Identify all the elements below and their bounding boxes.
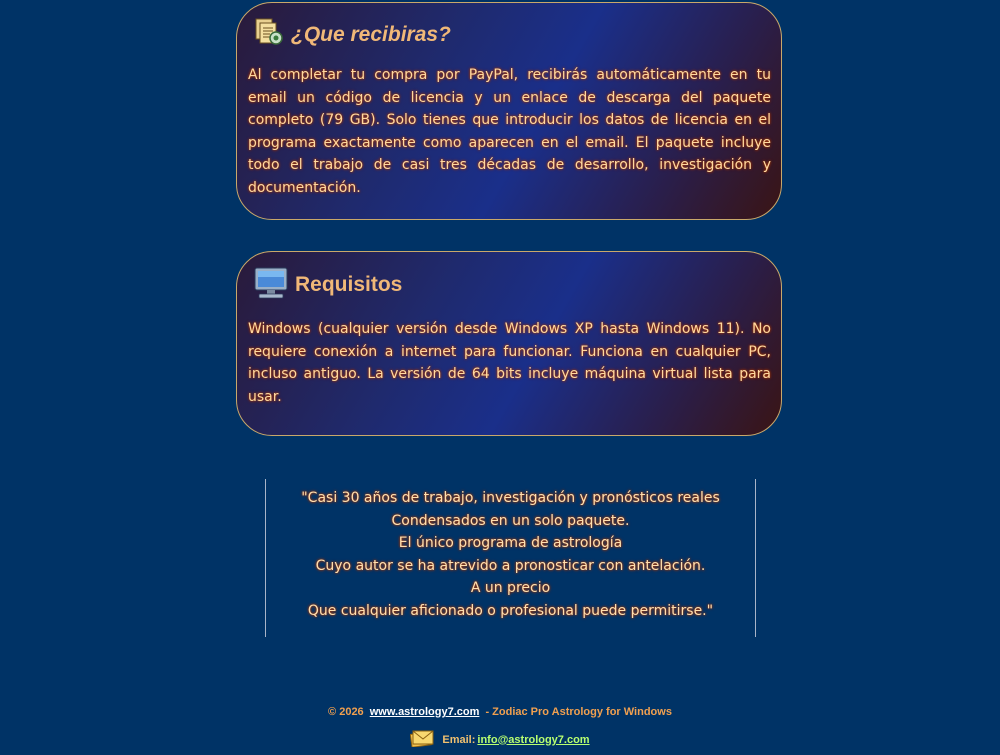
receive-panel-text: Al completar tu compra por PayPal, recibirás automáticamente en tu email un código de licencia y un enlace de descarga del paquete completo (79 GB). Solo tienes que introducir los datos de licencia en el programa exactamente como aparecen en el email. El paquete incluye todo el trabajo de casi tres décadas de desarrollo, investigación y documentación. xyxy=(248,67,771,196)
product-text: - Zodiac Pro Astrology for Windows xyxy=(485,706,672,718)
copyright-text: © 2026 xyxy=(328,706,364,718)
receive-panel-header xyxy=(253,17,451,53)
receive-panel xyxy=(236,2,782,220)
documents-gear-icon xyxy=(253,17,285,53)
requirements-panel-text: Windows (cualquier versión desde Windows XP hasta Windows 11). No requiere conexión a internet para funcionar. Funciona en cualquier PC, incluso antiguo. La versión de 64 bits incluye máquina virtual lista para usar. xyxy=(248,321,771,405)
quote-line: El único programa de astrología xyxy=(398,535,623,551)
quote-line: "Casi 30 años de trabajo, investigación y pronósticos reales xyxy=(301,490,720,506)
email-link[interactable]: info@astrology7.com xyxy=(477,733,590,746)
quote-box xyxy=(265,479,756,637)
quote-line: A un precio xyxy=(470,580,551,596)
quote-line: Cuyo autor se ha atrevido a pronosticar con antelación. xyxy=(315,557,706,574)
computer-monitor-icon xyxy=(253,266,289,304)
email-label: Email: xyxy=(442,733,476,746)
site-link[interactable]: www.astrology7.com xyxy=(369,706,480,718)
requirements-panel-header xyxy=(253,266,402,304)
quote-line: Que cualquier aficionado o profesional puede permitirse." xyxy=(307,602,714,619)
footer-copyright xyxy=(0,706,1000,718)
requirements-panel-title: Requisitos xyxy=(295,273,403,296)
receive-panel-title: ¿Que recibiras? xyxy=(291,23,451,46)
quote-line: Condensados en un solo paquete. xyxy=(391,512,630,529)
requirements-panel xyxy=(236,251,782,436)
envelope-icon xyxy=(410,729,434,750)
footer-email xyxy=(0,729,1000,750)
